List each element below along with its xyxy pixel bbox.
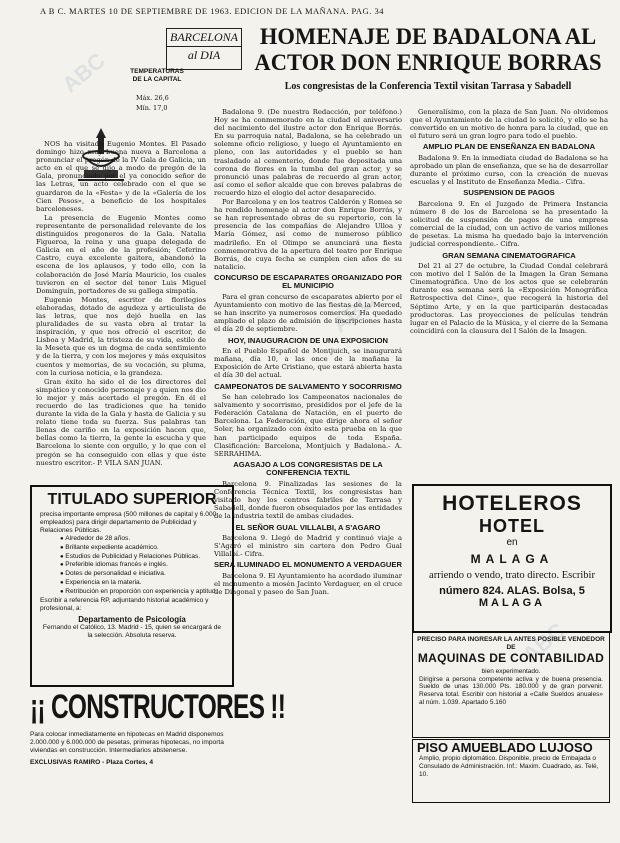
weather-max: Máx. 26,6: [136, 94, 169, 102]
article-heading: CONCURSO DE ESCAPARATES ORGANIZADO POR EL MUNICIPIO: [214, 272, 402, 291]
ad-title: TITULADO SUPERIOR: [47, 491, 217, 508]
column-3: [410, 108, 608, 478]
ad-city: MALAGA: [478, 597, 546, 609]
article-paragraph: En el Pueblo Español de Montjuich, se inaugurará mañana, día 10, a las once de la mañana la Exposición de Arte Cristiano, que estará abierta hasta el día 30 del actual.: [214, 347, 402, 380]
ad-piso: [412, 739, 610, 803]
watermark: ABC: [327, 287, 380, 338]
ad-note: Escribir a referencia RP, adjuntando historial académico y profesional, a:: [40, 597, 209, 612]
ad-title: MAQUINAS DE CONTABILIDAD: [417, 651, 605, 665]
article-heading: AMPLIO PLAN DE ENSEÑANZA EN BADALONA: [422, 142, 596, 152]
section-line1: BARCELONA: [167, 29, 241, 47]
section-line2: al DIA: [187, 48, 221, 62]
ad-body: Para colocar inmediatamente en hipotecas en Madrid disponemos 2.000.000 y 6.000.000 de pesetas, primeras hipotecas, no importa viviendas en construcción. Intermediarios abstenerse.: [30, 731, 224, 754]
ad-footer: EXCLUSIVAS RAMIRO - Plaza Cortes, 4: [30, 758, 153, 766]
list-item: ● Preferible idiomas francés e inglés.: [60, 561, 224, 570]
article-paragraph: NOS ha visitado Eugenio Montes. El Pasado domingo hizo muy buena nueva a Barcelona a pronunciar el pregón de la IV Gala de Galicia, un acto en el que se dijo a modo de pregón de la Gala, pronunciado por el ya conocido señor de las Letras, un acto celebrado con el que se guardaron de la «Festa» y de la «Galería de los Cien Pesos», a beneficio de los hospitales barceloneses.: [36, 140, 206, 213]
ad-intro: precisa importante empresa (500 millones de capital y 6.000 empleados) para dirigir departamento de Publicidad y Relaciones Públicas.: [40, 511, 217, 534]
article-paragraph: Por Barcelona y en los teatros Calderón y Romea se ha rendido homenaje al actor don Enrique Borrás, y se han representado obras de su repertorio, con la presencia de las compañías de Alejandro Ulloa y María Gómez, así como de numeroso público madrileño. En el Olimpo se anunciará una fiesta conmemorativa de la apertura del teatro por Enrique Borrás, de cuya fecha se cumplen cien años de su natalicio.: [214, 198, 402, 271]
watermark: ABC: [57, 47, 110, 98]
ad-body: Dirigirse a persona competente activa y de buena presencia. Sueldo de unas 130.000 Pts. 180.000 y de gran porvenir. Reserva total. Escribir con historial a «Calle Sueldos anuales» al núm. 1.039. Apartado 5.160: [419, 675, 603, 706]
article-paragraph: Generalísimo, con la plaza de San Juan. No olvidemos que el Ayuntamiento de la ciudad lo solicitó, y ello se ha convertido en un motivo de honra para la ciudad, que en el futuro será un gran logro para todo el pueblo.: [410, 108, 608, 141]
list-item: ● Alrededor de 28 años.: [60, 535, 224, 544]
article-paragraph: Gran éxito ha sido el de los directores del simpático y conocido personaje y a quien nos dio lo mejor y más acertado el pregón. En él el recuerdo de las tradiciones que ha tenido durante la vida de la Gala y hasta de Galicia y su relato tiene toda su fuerza. Sus palabras tan llenas de cariño en la exposición hacen que, bellas como la tierra, la gente la escucha y que Barcelona lo siente con orgullo, y lo que con el pregón se ha conseguido con ellas y que éste nuestro escritor.- P. VILA SAN JUAN.: [36, 377, 206, 467]
ad-department: Departamento de Psicología: [78, 614, 186, 624]
ad-subtitle: HOTEL: [479, 516, 545, 536]
article-paragraph: Badalona 9. En la inmediata ciudad de Badalona se ha aprobado un plan de enseñanza, que se ha de desarrollar durante el próximo curso, con la creación de nuevas escuelas y el Instituto de Enseñanza Media.- Cifra.: [410, 153, 608, 187]
column-2: [214, 108, 402, 838]
ad-contact: número 824. ALAS. Bolsa, 5: [439, 585, 585, 597]
article-paragraph: Para el gran concurso de escaparates abierto por el Ayuntamiento con motivo de las fiestas de la Merced, se han inscrito ya numerosos comercios. Ha quedado ampliado el plazo de admisión de inscripciones hasta el día 20 de septiembre.: [214, 293, 402, 334]
list-item: ● Estudios de Publicidad y Relaciones Públicas.: [60, 553, 224, 562]
article-paragraph: Barcelona 9. En el Juzgado de Primera Instancia número 8 de los de Barcelona se ha presentado la solicitud de suspensión de pagos de una empresa comercial de la ciudad, con un activo de varios millones de pesetas. La misma ha quedado bajo la intervención judicial correspondiente.- Cifra.: [410, 199, 608, 249]
article-heading: EL SEÑOR GUAL VILLALBI, A S'AGARO: [235, 522, 381, 532]
main-headline: HOMENAJE DE BADALONA AL ACTOR DON ENRIQUE BORRAS: [254, 24, 602, 75]
list-item: ● Retribución en proporción con experiencia y aptitud.: [60, 588, 224, 597]
ad-body: Amplio, propio diplomático. Disponible, precio de Embajada o Consulado de Administración. Inf.: Maxim. Cuadrado, as. Telé, 10.: [419, 755, 599, 778]
article-heading: SERA ILUMINADO EL MONUMENTO A VERDAGUER: [214, 560, 402, 570]
ad-text: en: [506, 537, 518, 548]
article-paragraph: Barcelona 9. Llegó de Madrid y continuó viaje a S'Agaró el ministro sin cartera don Pedro Gual Villalbí.- Cifra.: [214, 534, 402, 559]
article-paragraph: La presencia de Eugenio Montes como representante de personalidad relevante de los distinguidos pregoneros de la Gala. Natalia Figueroa, la reina y una guapa delegada de Galicia en el año de la profesión; Ceferino Castro, cuya excelente gaitera, abandonó la escena de los aplausos, y todo ello, con la colaboración de José María Mauricio, los cuales tuvieron en el sector del tenor Luis Miguel Dominguín, portadores de su gallega simpatía.: [36, 213, 206, 295]
ad-title: PISO AMUEBLADO LUJOSO: [417, 740, 593, 755]
list-item: ● Brillante expediente académico.: [60, 544, 224, 553]
ad-title: ¡¡ CONSTRUCTORES !!: [30, 688, 286, 726]
ad-lead: PRECISO PARA INGRESAR LA ANTES POSIBLE VENDEDOR DE: [417, 636, 605, 651]
ad-hoteleros: [412, 484, 612, 633]
watermark: ABC: [517, 617, 570, 668]
list-item: ● Experiencia en la materia.: [60, 579, 224, 588]
ad-text: bien experimentado.: [481, 668, 541, 675]
article-heading: SUSPENSION DE PAGOS: [463, 188, 555, 198]
ad-requirements-list: [40, 535, 224, 597]
article-paragraph: Eugenio Montes, escritor de florilegios elaboradas, dotado de agudeza y articulista de las letras, que nos dejó huella en las pluralidades de su vasta obra al tratar la inspiración, y que nos ofreció el escritor, de Lisboa y Madrid, la tristeza de su vida, estilo de la Meseta que es un dogma de cada sentimiento y de la tierra, y con los mejores y más exquisitos cuentos y memorias, de su vocación, su pluma, con la curiosa noticia, e la grandeza.: [36, 295, 206, 377]
ad-address: Fernando el Católico, 13. Madrid - 15, quien se encargará de la selección. Absoluta reserva.: [42, 623, 222, 639]
main-subheadline: Los congresistas de la Conferencia Textil visitan Tarrasa y Sabadell: [284, 81, 572, 92]
ad-text: arriendo o vendo, trato directo. Escribir: [429, 570, 595, 581]
ad-maquinas: [412, 632, 610, 738]
article-paragraph: Del 21 al 27 de octubre, la Ciudad Condal celebrará con motivo del I Salón de la Imagen la Gran Semana Cinematográfica. Uno de los actos que se celebrarán durante esa semana será la «Exposición Monográfica Retrospectiva del Cine», que recogerá la historia del Séptimo Arte, y en la que participarán destacadas productoras. Las proyecciones de películas tendrán lugar en el Palacio de la Música, y el cierre de la Semana coincidirá con la clausura del I Salón de la Imagen.: [410, 262, 608, 335]
ad-title: HOTELEROS: [442, 492, 582, 515]
list-item: ● Dotes de personalidad e iniciativa.: [60, 570, 224, 579]
article-paragraph: Se han celebrado los Campeonatos nacionales de salvamento y socorrismo, presididos por el jefe de la Federación Catalana de Natación, en el puerto de Barcelona. La Federación, que dirige ahora el señor Soler, ha organizado con éxito esta prueba en la que han participado equipos de toda España. Clasificación: Barcelona, Montjuich y Badalona.- A. SERRAHIMA.: [214, 393, 402, 458]
page-header: A B C. MARTES 10 DE SEPTIEMBRE DE 1963. EDICION DE LA MAÑANA. PAG. 34: [40, 6, 384, 16]
weather-title: TEMPERATURAS DE LA CAPITAL: [130, 68, 184, 83]
article-paragraph: Barcelona 9. Finalizadas las sesiones de la Conferencia Técnica Textil, los congresistas han visitado hoy los centros fabriles de Tarrasa y Sabadell, donde fueron obsequiados por las entidades de la industria textil de ambas ciudades.: [214, 480, 402, 521]
column-1: [36, 140, 206, 474]
ad-constructores: [30, 688, 286, 836]
article-heading: HOY, INAUGURACION DE UNA EXPOSICION: [227, 335, 389, 345]
article-paragraph: Badalona 9. (De nuestra Redacción, por teléfono.) Hoy se ha conmemorado en la ciudad el aniversario del nacimiento del ilustre actor don Enrique Borrás. En su parroquia natal, Badalona, se ha celebrado un solemne oficio religioso, y luego el Ayuntamiento en pleno, con las autoridades y el pueblo se han trasladado al cementerio, donde fue depositada una corona de flores en la tumba del gran actor, y se pronunció unas palabras de recuerdo al gran actor, así como el señor alcalde que con breves palabras de recuerdo hizo el elogio del actor desaparecido.: [214, 108, 402, 197]
ad-titulado-superior: [30, 485, 234, 687]
weather-min: Mín. 17,0: [136, 104, 168, 112]
article-heading: GRAN SEMANA CINEMATOGRAFICA: [442, 250, 576, 260]
article-paragraph: Barcelona 9. El Ayuntamiento ha acordado iluminar el monumento a mosén Jacinto Verdaguer, en el cruce de Diagonal y paseo de San Juan.: [214, 571, 402, 597]
weather-box: [36, 62, 186, 136]
ad-body: [32, 509, 232, 642]
ad-city: MALAGA: [470, 552, 554, 566]
article-heading: CAMPEONATOS DE SALVAMENTO Y SOCORRISMO: [214, 381, 402, 391]
article-heading: AGASAJO A LOS CONGRESISTAS DE LA CONFERENCIA TEXTIL: [233, 459, 383, 478]
